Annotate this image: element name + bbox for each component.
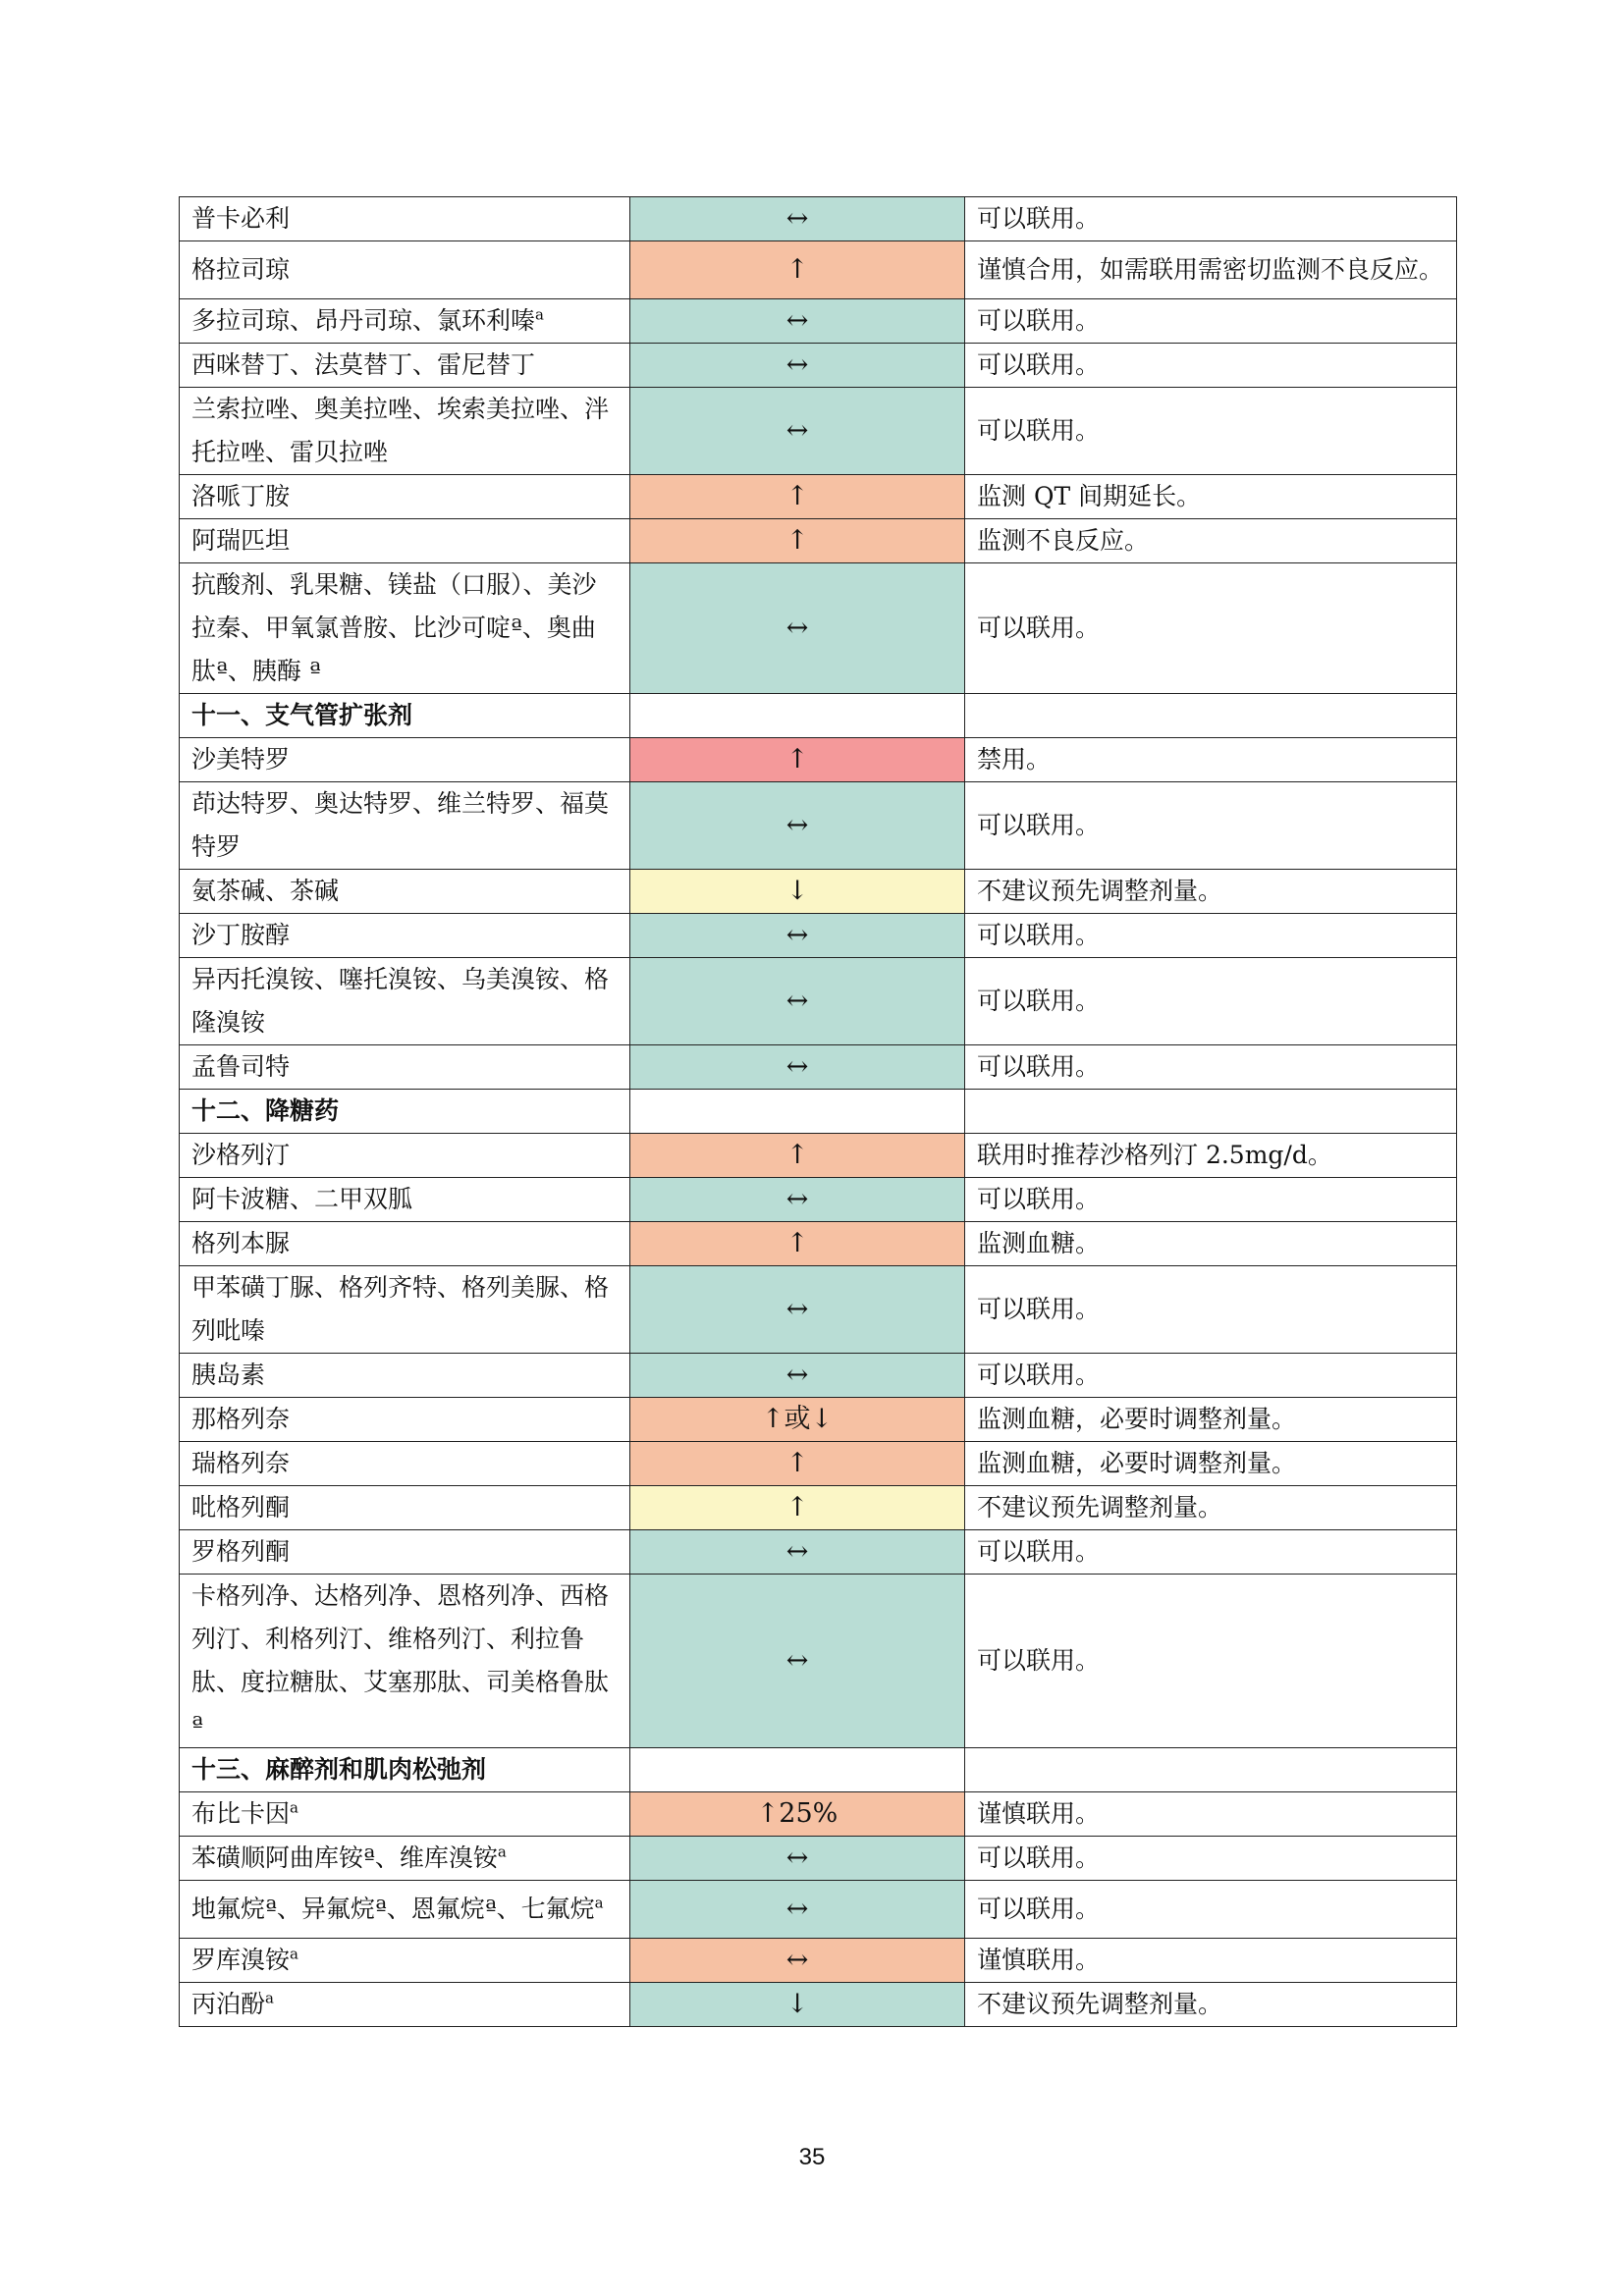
drug-name: 罗格列酮 [191, 1537, 291, 1566]
interaction-level-cell: ↔ [630, 388, 965, 475]
table-row [180, 914, 1457, 958]
recommendation-cell: 谨慎合用，如需联用需密切监测不良反应。 [965, 241, 1457, 299]
empty-cell [965, 694, 1457, 738]
interaction-level-cell: ↔ [630, 299, 965, 344]
interaction-level-cell: ↔ [630, 782, 965, 870]
interaction-level-cell: ↑ [630, 738, 965, 782]
interaction-level-cell: ↑25% [630, 1792, 965, 1837]
drug-name: 胰岛素 [191, 1361, 266, 1389]
recommendation-cell: 可以联用。 [965, 1530, 1457, 1575]
table-row [180, 870, 1457, 914]
interaction-level-cell: ↔ [630, 958, 965, 1045]
recommendation-cell: 谨慎联用。 [965, 1792, 1457, 1837]
interaction-level-cell: ↔ [630, 197, 965, 241]
table-row [180, 1530, 1457, 1575]
drug-name-cell [180, 914, 630, 958]
recommendation-cell: 禁用。 [965, 738, 1457, 782]
drug-name: 洛哌丁胺 [191, 482, 291, 510]
recommendation-cell: 监测血糖，必要时调整剂量。 [965, 1398, 1457, 1442]
recommendation-cell: 可以联用。 [965, 782, 1457, 870]
drug-name-cell [180, 1792, 630, 1837]
drug-name-cell [180, 1486, 630, 1530]
interaction-level-cell: ↑ [630, 519, 965, 563]
interaction-level-cell: ↔ [630, 344, 965, 388]
drug-name: 抗酸剂、乳果糖、镁盐（口服）、美沙拉秦、甲氧氯普胺、比沙可啶ª、奥曲肽ª、胰酶 ª [191, 570, 597, 685]
table-row [180, 958, 1457, 1045]
table-row [180, 1881, 1457, 1939]
recommendation-cell: 监测血糖。 [965, 1222, 1457, 1266]
table-row [180, 197, 1457, 241]
drug-name-cell [180, 1575, 630, 1748]
interaction-level-cell: ↑ [630, 1486, 965, 1530]
drug-name: 阿卡波糖、二甲双胍 [191, 1185, 413, 1213]
drug-name: 沙丁胺醇 [191, 921, 291, 949]
table-row [180, 344, 1457, 388]
drug-name-cell [180, 197, 630, 241]
drug-name: 兰索拉唑、奥美拉唑、埃索美拉唑、泮托拉唑、雷贝拉唑 [191, 395, 610, 466]
recommendation-cell: 监测 QT 间期延长。 [965, 475, 1457, 519]
drug-name-cell [180, 1939, 630, 1983]
footnote-marker: a [290, 1945, 298, 1963]
footnote-marker: a [594, 1894, 604, 1912]
interaction-level-cell: ↔ [630, 1881, 965, 1939]
table-row [180, 1134, 1457, 1178]
drug-name-cell [180, 1983, 630, 2027]
drug-name: 沙格列汀 [191, 1141, 291, 1169]
recommendation-cell: 可以联用。 [965, 1266, 1457, 1354]
empty-cell [965, 1748, 1457, 1792]
drug-name: 布比卡因 [191, 1799, 291, 1828]
section-title: 十一、支气管扩张剂 [180, 694, 630, 738]
table-row [180, 1266, 1457, 1354]
table-row [180, 519, 1457, 563]
empty-cell [965, 1090, 1457, 1134]
table-row [180, 299, 1457, 344]
table-row [180, 1575, 1457, 1748]
footnote-marker: a [265, 1989, 274, 2007]
drug-interaction-table [179, 196, 1457, 2027]
recommendation-cell: 可以联用。 [965, 388, 1457, 475]
drug-name-cell [180, 1530, 630, 1575]
drug-name-cell [180, 563, 630, 694]
drug-name-cell [180, 241, 630, 299]
drug-name-cell [180, 388, 630, 475]
drug-name-cell [180, 1178, 630, 1222]
drug-name-cell [180, 475, 630, 519]
interaction-level-cell: ↑ [630, 1442, 965, 1486]
table-row [180, 1983, 1457, 2027]
drug-name-cell [180, 1881, 630, 1939]
page-number: 35 [798, 2144, 826, 2170]
interaction-level-cell: ↑ [630, 475, 965, 519]
drug-name-cell [180, 1134, 630, 1178]
section-header-row [180, 694, 1457, 738]
recommendation-cell: 不建议预先调整剂量。 [965, 1486, 1457, 1530]
section-header-row [180, 1748, 1457, 1792]
recommendation-cell: 可以联用。 [965, 563, 1457, 694]
drug-name: 西咪替丁、法莫替丁、雷尼替丁 [191, 350, 536, 379]
recommendation-cell: 可以联用。 [965, 1178, 1457, 1222]
interaction-level-cell: ↔ [630, 1354, 965, 1398]
table-row [180, 1442, 1457, 1486]
interaction-level-cell: ↑或↓ [630, 1398, 965, 1442]
section-header-row [180, 1090, 1457, 1134]
drug-name: 阿瑞匹坦 [191, 526, 291, 555]
recommendation-cell: 不建议预先调整剂量。 [965, 1983, 1457, 2027]
drug-name: 孟鲁司特 [191, 1052, 291, 1081]
interaction-level-cell: ↓ [630, 870, 965, 914]
interaction-level-cell: ↔ [630, 1575, 965, 1748]
recommendation-cell: 不建议预先调整剂量。 [965, 870, 1457, 914]
drug-name-cell [180, 958, 630, 1045]
recommendation-cell: 可以联用。 [965, 344, 1457, 388]
footnote-marker: a [535, 305, 544, 324]
drug-name: 地氟烷ª、异氟烷ª、恩氟烷ª、七氟烷 [191, 1895, 595, 1923]
interaction-level-cell: ↔ [630, 914, 965, 958]
drug-name: 瑞格列奈 [191, 1449, 291, 1477]
table-row [180, 1354, 1457, 1398]
interaction-level-cell: ↑ [630, 1222, 965, 1266]
drug-name-cell [180, 1266, 630, 1354]
drug-name: 多拉司琼、昂丹司琼、氯环利嗪 [191, 306, 536, 335]
table-row [180, 1222, 1457, 1266]
table-row [180, 1045, 1457, 1090]
drug-name-cell [180, 1442, 630, 1486]
drug-name: 那格列奈 [191, 1405, 291, 1433]
table-row [180, 1178, 1457, 1222]
section-title: 十二、降糖药 [180, 1090, 630, 1134]
drug-name: 丙泊酚 [191, 1990, 266, 2018]
drug-name: 卡格列净、达格列净、恩格列净、西格列汀、利格列汀、维格列汀、利拉鲁肽、度拉糖肽、艾塞那肽、司美格鲁肽ª [191, 1581, 610, 1739]
drug-name-cell [180, 1045, 630, 1090]
drug-name: 氨茶碱、茶碱 [191, 877, 340, 905]
table-row [180, 782, 1457, 870]
empty-cell [630, 694, 965, 738]
recommendation-cell: 联用时推荐沙格列汀 2.5mg/d。 [965, 1134, 1457, 1178]
table-row [180, 388, 1457, 475]
drug-name-cell [180, 1354, 630, 1398]
drug-name: 苯磺顺阿曲库铵ª、维库溴铵 [191, 1843, 498, 1872]
recommendation-cell: 监测不良反应。 [965, 519, 1457, 563]
table-row [180, 241, 1457, 299]
interaction-level-cell: ↔ [630, 1530, 965, 1575]
table-row [180, 563, 1457, 694]
drug-name: 沙美特罗 [191, 745, 291, 774]
drug-name: 格拉司琼 [191, 255, 291, 284]
recommendation-cell: 可以联用。 [965, 1881, 1457, 1939]
footnote-marker: a [497, 1842, 507, 1861]
recommendation-cell: 可以联用。 [965, 1837, 1457, 1881]
interaction-level-cell: ↔ [630, 1266, 965, 1354]
drug-name: 罗库溴铵 [191, 1946, 291, 1974]
table-row [180, 1792, 1457, 1837]
interaction-level-cell: ↑ [630, 241, 965, 299]
drug-name: 茚达特罗、奥达特罗、维兰特罗、福莫特罗 [191, 789, 610, 861]
table-row [180, 1837, 1457, 1881]
recommendation-cell: 可以联用。 [965, 197, 1457, 241]
drug-name-cell [180, 1222, 630, 1266]
recommendation-cell: 可以联用。 [965, 1575, 1457, 1748]
recommendation-cell: 谨慎联用。 [965, 1939, 1457, 1983]
interaction-level-cell: ↔ [630, 563, 965, 694]
drug-name-cell [180, 738, 630, 782]
interaction-level-cell: ↔ [630, 1045, 965, 1090]
drug-name-cell [180, 870, 630, 914]
drug-name-cell [180, 1837, 630, 1881]
table-row [180, 738, 1457, 782]
interaction-level-cell: ↔ [630, 1178, 965, 1222]
table-row [180, 1398, 1457, 1442]
drug-name: 格列本脲 [191, 1229, 291, 1257]
recommendation-cell: 可以联用。 [965, 958, 1457, 1045]
interaction-level-cell: ↑ [630, 1134, 965, 1178]
recommendation-cell: 可以联用。 [965, 1354, 1457, 1398]
recommendation-cell: 可以联用。 [965, 299, 1457, 344]
empty-cell [630, 1748, 965, 1792]
interaction-level-cell: ↓ [630, 1983, 965, 2027]
drug-name-cell [180, 1398, 630, 1442]
drug-name: 普卡必利 [191, 204, 291, 233]
recommendation-cell: 监测血糖，必要时调整剂量。 [965, 1442, 1457, 1486]
drug-name: 甲苯磺丁脲、格列齐特、格列美脲、格列吡嗪 [191, 1273, 610, 1345]
section-title: 十三、麻醉剂和肌肉松弛剂 [180, 1748, 630, 1792]
drug-name-cell [180, 519, 630, 563]
footnote-marker: a [290, 1798, 298, 1817]
table-row [180, 1486, 1457, 1530]
table-row [180, 1939, 1457, 1983]
recommendation-cell: 可以联用。 [965, 1045, 1457, 1090]
drug-name-cell [180, 344, 630, 388]
drug-name: 吡格列酮 [191, 1493, 291, 1522]
recommendation-cell: 可以联用。 [965, 914, 1457, 958]
drug-name-cell [180, 782, 630, 870]
table-row [180, 475, 1457, 519]
drug-name: 异丙托溴铵、噻托溴铵、乌美溴铵、格隆溴铵 [191, 965, 610, 1037]
interaction-level-cell: ↔ [630, 1939, 965, 1983]
interaction-level-cell: ↔ [630, 1837, 965, 1881]
empty-cell [630, 1090, 965, 1134]
drug-name-cell [180, 299, 630, 344]
